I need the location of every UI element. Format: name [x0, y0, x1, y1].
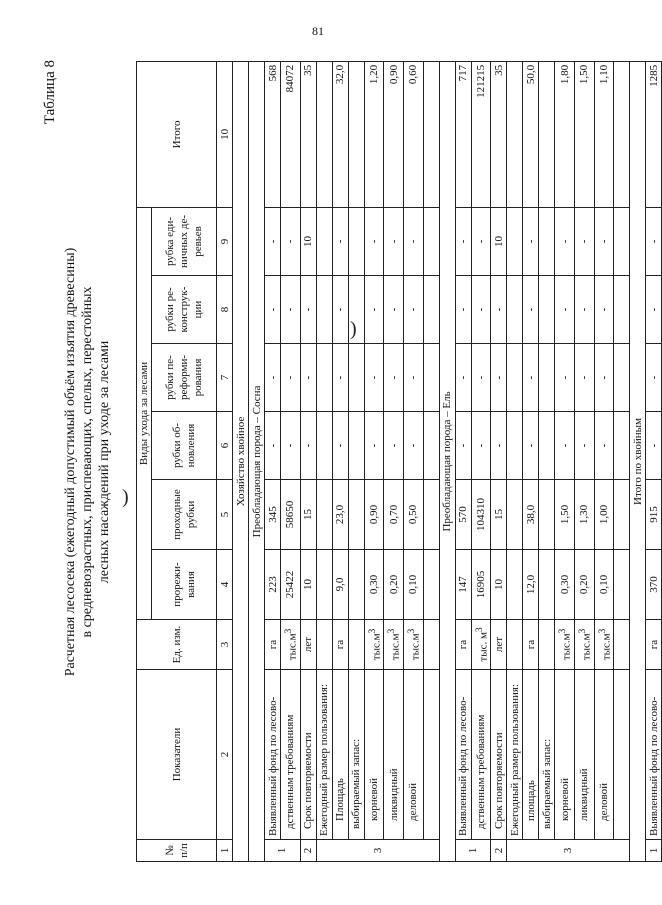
- indicator-cell: выбираемый запас:: [348, 670, 364, 840]
- indicator-cell: выбираемый запас:: [539, 670, 555, 840]
- value-cell: -: [265, 207, 281, 275]
- value-cell: -: [574, 412, 594, 480]
- column-number-row: [217, 61, 233, 861]
- unit-cell: [471, 620, 491, 670]
- section-pine: Преобладающая порода – Сосна: [249, 61, 265, 861]
- value-cell: -: [471, 276, 491, 344]
- value-cell: 0,30: [555, 550, 575, 620]
- value-cell: -: [455, 207, 471, 275]
- unit-sup: 3: [473, 627, 484, 633]
- empty-cell: [348, 480, 364, 550]
- table-row: [332, 61, 348, 861]
- total-cell: 1,50: [574, 61, 594, 207]
- table-row: [614, 61, 630, 861]
- value-cell: -: [574, 276, 594, 344]
- header-thinning: прорежи-вания: [152, 550, 217, 620]
- value-cell: -: [364, 276, 384, 344]
- empty-cell: [423, 550, 439, 620]
- table-row: [300, 61, 316, 861]
- table-row: [574, 61, 594, 861]
- value-cell: 0,70: [384, 480, 404, 550]
- row-number: 3: [507, 840, 630, 862]
- unit-text: тыс.м: [560, 633, 573, 661]
- value-cell: -: [594, 207, 614, 275]
- empty-cell: [423, 344, 439, 412]
- value-cell: -: [332, 412, 348, 480]
- indicator-cell: Срок повторяемости: [300, 670, 316, 840]
- table-row: [281, 61, 301, 861]
- empty-cell: [348, 550, 364, 620]
- value-cell: 915: [646, 480, 662, 550]
- empty-cell: [316, 61, 332, 207]
- unit-cell: га: [646, 620, 662, 670]
- empty-cell: [316, 480, 332, 550]
- unit-text: тыс.м: [286, 633, 299, 661]
- unit-text: тыс.м: [389, 633, 402, 661]
- header-reformation-cuttings: рубки пе-реформи-рования: [152, 344, 217, 412]
- value-cell: 16905: [471, 550, 491, 620]
- indicator-cell: ликвидный: [574, 670, 594, 840]
- empty-cell: [507, 207, 523, 275]
- empty-cell: [348, 344, 364, 412]
- value-cell: 58650: [281, 480, 301, 550]
- value-cell: -: [300, 344, 316, 412]
- total-cell: 568: [265, 61, 281, 207]
- table-row: [594, 61, 614, 861]
- value-cell: -: [281, 207, 301, 275]
- indicator-cell: дственным требованиям: [471, 670, 491, 840]
- empty-cell: [348, 620, 364, 670]
- empty-cell: [614, 412, 630, 480]
- total-cell: 0,90: [384, 61, 404, 207]
- indicator-cell: Выявленный фонд по лесово-: [265, 670, 281, 840]
- indicator-cell: Выявленный фонд по лесово-: [455, 670, 471, 840]
- value-cell: -: [594, 276, 614, 344]
- indicator-cell: дственным требованиям: [281, 670, 301, 840]
- total-cell: 1285: [646, 61, 662, 207]
- empty-cell: [348, 412, 364, 480]
- empty-cell: [348, 276, 364, 344]
- col-number: 4: [217, 550, 233, 620]
- unit-cell: га: [332, 620, 348, 670]
- section-row: [233, 61, 249, 861]
- rotated-page-content: [38, 52, 660, 872]
- total-cell: 717: [455, 61, 471, 207]
- unit-text: тыс. м: [477, 632, 490, 662]
- indicator-cell: ликвидный: [384, 670, 404, 840]
- empty-cell: [316, 207, 332, 275]
- value-cell: -: [574, 207, 594, 275]
- total-cell: 0,60: [403, 61, 423, 207]
- value-cell: -: [455, 276, 471, 344]
- value-cell: 1,50: [555, 480, 575, 550]
- value-cell: 38,0: [523, 480, 539, 550]
- value-cell: 0,20: [384, 550, 404, 620]
- unit-sup: 3: [576, 628, 587, 634]
- empty-cell: [507, 480, 523, 550]
- value-cell: 10: [491, 207, 507, 275]
- unit-cell: га: [265, 620, 281, 670]
- empty-cell: [539, 207, 555, 275]
- header-indicator: Показатели: [137, 670, 217, 840]
- empty-cell: [507, 550, 523, 620]
- table-row: [316, 61, 332, 861]
- empty-cell: [423, 670, 439, 840]
- table-row: [523, 61, 539, 861]
- unit-cell: га: [523, 620, 539, 670]
- indicator-cell: деловой: [594, 670, 614, 840]
- empty-cell: [507, 412, 523, 480]
- unit-sup: 3: [557, 628, 568, 634]
- unit-sup: 3: [283, 628, 293, 634]
- caption-line-1: Расчетная лесосека (ежегодный допустимый объём изъятия древесины): [63, 247, 78, 677]
- value-cell: -: [523, 344, 539, 412]
- value-cell: 0,30: [364, 550, 384, 620]
- total-cell: 35: [491, 61, 507, 207]
- value-cell: 370: [646, 550, 662, 620]
- value-cell: -: [403, 412, 423, 480]
- empty-cell: [423, 207, 439, 275]
- empty-cell: [539, 276, 555, 344]
- header-total: Итого: [137, 61, 217, 207]
- value-cell: -: [574, 344, 594, 412]
- empty-cell: [316, 276, 332, 344]
- value-cell: 147: [455, 550, 471, 620]
- empty-cell: [316, 344, 332, 412]
- punch-mark-top: ): [350, 318, 357, 340]
- value-cell: 25422: [281, 550, 301, 620]
- table-caption: [62, 52, 113, 872]
- value-cell: -: [471, 344, 491, 412]
- value-cell: 345: [265, 480, 281, 550]
- col-number: 6: [217, 412, 233, 480]
- value-cell: -: [265, 412, 281, 480]
- unit-text: тыс.м: [580, 633, 593, 661]
- value-cell: -: [555, 412, 575, 480]
- value-cell: 570: [455, 480, 471, 550]
- value-cell: -: [332, 344, 348, 412]
- col-number: 7: [217, 344, 233, 412]
- total-cell: 32,0: [332, 61, 348, 207]
- section-coniferous-total: Итого по хвойным: [630, 61, 646, 861]
- page-number: 81: [312, 24, 324, 38]
- header-care-types: Виды ухода за лесами: [137, 207, 152, 619]
- empty-cell: [507, 276, 523, 344]
- empty-cell: [539, 61, 555, 207]
- value-cell: -: [384, 412, 404, 480]
- col-number: 1: [217, 840, 233, 862]
- unit-cell: [364, 620, 384, 670]
- indicator-cell: площадь: [523, 670, 539, 840]
- value-cell: -: [491, 276, 507, 344]
- value-cell: -: [265, 344, 281, 412]
- empty-cell: [507, 344, 523, 412]
- table-row: [384, 61, 404, 861]
- header-row-1: [137, 61, 152, 861]
- value-cell: -: [384, 344, 404, 412]
- empty-cell: [423, 276, 439, 344]
- header-num: № п/п: [137, 840, 217, 862]
- table-row: [491, 61, 507, 861]
- unit-cell: лет: [300, 620, 316, 670]
- row-number: 2: [491, 840, 507, 862]
- empty-cell: [614, 207, 630, 275]
- total-cell: 84072: [281, 61, 301, 207]
- section-row: [439, 61, 455, 861]
- value-cell: 0,20: [574, 550, 594, 620]
- punch-mark-bottom: ): [122, 486, 129, 508]
- total-cell: 1,10: [594, 61, 614, 207]
- value-cell: -: [364, 207, 384, 275]
- section-household: Хозяйство хвойное: [233, 61, 249, 861]
- value-cell: -: [281, 412, 301, 480]
- value-cell: -: [332, 207, 348, 275]
- value-cell: -: [364, 344, 384, 412]
- row-number: 1: [455, 840, 491, 862]
- empty-cell: [614, 670, 630, 840]
- value-cell: -: [594, 344, 614, 412]
- value-cell: -: [281, 344, 301, 412]
- empty-cell: [316, 412, 332, 480]
- unit-cell: [403, 620, 423, 670]
- unit-text: тыс.м: [409, 633, 422, 661]
- total-cell: 1,80: [555, 61, 575, 207]
- value-cell: 10: [491, 550, 507, 620]
- header-reconstruction-cuttings: рубки ре-конструк-ции: [152, 276, 217, 344]
- empty-cell: [539, 550, 555, 620]
- caption-line-3: лесных насаждений при уходе за лесами: [97, 340, 112, 584]
- row-number: 1: [646, 840, 662, 862]
- header-unit: Ед. изм.: [137, 620, 217, 670]
- indicator-cell: Ежегодный размер пользования:: [507, 670, 523, 840]
- value-cell: -: [281, 276, 301, 344]
- col-number: 10: [217, 61, 233, 207]
- col-number: 5: [217, 480, 233, 550]
- value-cell: 9,0: [332, 550, 348, 620]
- table-row: [539, 61, 555, 861]
- table-row: [646, 61, 662, 861]
- total-cell: 50,0: [523, 61, 539, 207]
- table-row: [507, 61, 523, 861]
- unit-cell: [594, 620, 614, 670]
- row-number: 1: [265, 840, 301, 862]
- value-cell: -: [491, 344, 507, 412]
- value-cell: -: [455, 412, 471, 480]
- value-cell: -: [300, 412, 316, 480]
- section-row: [249, 61, 265, 861]
- value-cell: -: [471, 207, 491, 275]
- value-cell: 0,10: [594, 550, 614, 620]
- unit-sup: 3: [386, 628, 397, 634]
- value-cell: 0,10: [403, 550, 423, 620]
- value-cell: -: [555, 207, 575, 275]
- value-cell: -: [332, 276, 348, 344]
- empty-cell: [507, 620, 523, 670]
- row-number: 3: [316, 840, 439, 862]
- caption-line-2: в средневозрастных, приспевающих, спелых, перестойных: [80, 286, 95, 638]
- section-row: [630, 61, 646, 861]
- value-cell: -: [455, 344, 471, 412]
- indicator-cell: Площадь: [332, 670, 348, 840]
- unit-text: тыс.м: [370, 633, 383, 661]
- value-cell: -: [403, 207, 423, 275]
- value-cell: -: [646, 412, 662, 480]
- table-row: [364, 61, 384, 861]
- value-cell: -: [471, 412, 491, 480]
- value-cell: 23,0: [332, 480, 348, 550]
- empty-cell: [316, 620, 332, 670]
- indicator-cell: Срок повторяемости: [491, 670, 507, 840]
- table-row: [348, 61, 364, 861]
- empty-cell: [614, 620, 630, 670]
- indicator-cell: корневой: [555, 670, 575, 840]
- empty-cell: [423, 412, 439, 480]
- value-cell: 15: [300, 480, 316, 550]
- empty-cell: [614, 344, 630, 412]
- value-cell: 0,90: [364, 480, 384, 550]
- value-cell: -: [594, 412, 614, 480]
- indicator-cell: деловой: [403, 670, 423, 840]
- empty-cell: [348, 61, 364, 207]
- value-cell: -: [384, 276, 404, 344]
- table-row: [555, 61, 575, 861]
- empty-cell: [348, 207, 364, 275]
- row-number: 2: [300, 840, 316, 862]
- table-row: [471, 61, 491, 861]
- value-cell: -: [555, 344, 575, 412]
- value-cell: -: [364, 412, 384, 480]
- empty-cell: [316, 550, 332, 620]
- col-number: 3: [217, 620, 233, 670]
- value-cell: -: [265, 276, 281, 344]
- value-cell: 0,50: [403, 480, 423, 550]
- value-cell: 10: [300, 550, 316, 620]
- header-single-tree-cutting: рубка еди-ничных де-ревьев: [152, 207, 217, 275]
- unit-sup: 3: [405, 628, 416, 634]
- indicator-cell: Выявленный фонд по лесово-: [646, 670, 662, 840]
- total-cell: 1,20: [364, 61, 384, 207]
- value-cell: -: [523, 207, 539, 275]
- indicator-cell: Ежегодный размер пользования:: [316, 670, 332, 840]
- value-cell: -: [555, 276, 575, 344]
- col-number: 9: [217, 207, 233, 275]
- unit-cell: [384, 620, 404, 670]
- table-row: [423, 61, 439, 861]
- header-passing-cuttings: проходные рубки: [152, 480, 217, 550]
- empty-cell: [507, 61, 523, 207]
- section-spruce: Преобладающая порода – Ель: [439, 61, 455, 861]
- unit-text: тыс.м: [600, 633, 613, 661]
- table-row: [265, 61, 281, 861]
- total-cell: 35: [300, 61, 316, 207]
- value-cell: -: [300, 276, 316, 344]
- value-cell: -: [646, 276, 662, 344]
- value-cell: 223: [265, 550, 281, 620]
- total-cell: 121215: [471, 61, 491, 207]
- col-number: 2: [217, 670, 233, 840]
- header-renewal-cuttings: рубки об-новления: [152, 412, 217, 480]
- empty-cell: [423, 61, 439, 207]
- value-cell: 1,30: [574, 480, 594, 550]
- empty-cell: [539, 344, 555, 412]
- value-cell: 104310: [471, 480, 491, 550]
- value-cell: 10: [300, 207, 316, 275]
- value-cell: -: [491, 412, 507, 480]
- empty-cell: [539, 412, 555, 480]
- value-cell: -: [403, 344, 423, 412]
- unit-cell: лет: [491, 620, 507, 670]
- table-row: [455, 61, 471, 861]
- empty-cell: [614, 480, 630, 550]
- empty-cell: [423, 620, 439, 670]
- empty-cell: [614, 61, 630, 207]
- empty-cell: [614, 276, 630, 344]
- unit-sup: 3: [596, 628, 607, 634]
- empty-cell: [539, 620, 555, 670]
- value-cell: -: [523, 276, 539, 344]
- unit-sup: 3: [366, 628, 377, 634]
- value-cell: -: [523, 412, 539, 480]
- value-cell: 12,0: [523, 550, 539, 620]
- unit-cell: [281, 620, 301, 670]
- harvest-table: [136, 61, 662, 862]
- empty-cell: [539, 480, 555, 550]
- table-row: [403, 61, 423, 861]
- value-cell: -: [646, 344, 662, 412]
- unit-cell: га: [455, 620, 471, 670]
- value-cell: -: [403, 276, 423, 344]
- value-cell: 1,00: [594, 480, 614, 550]
- value-cell: -: [384, 207, 404, 275]
- col-number: 8: [217, 276, 233, 344]
- empty-cell: [423, 480, 439, 550]
- unit-cell: [555, 620, 575, 670]
- value-cell: -: [646, 207, 662, 275]
- unit-cell: [574, 620, 594, 670]
- indicator-cell: корневой: [364, 670, 384, 840]
- value-cell: 15: [491, 480, 507, 550]
- table-label: Таблица 8: [42, 60, 58, 125]
- empty-cell: [614, 550, 630, 620]
